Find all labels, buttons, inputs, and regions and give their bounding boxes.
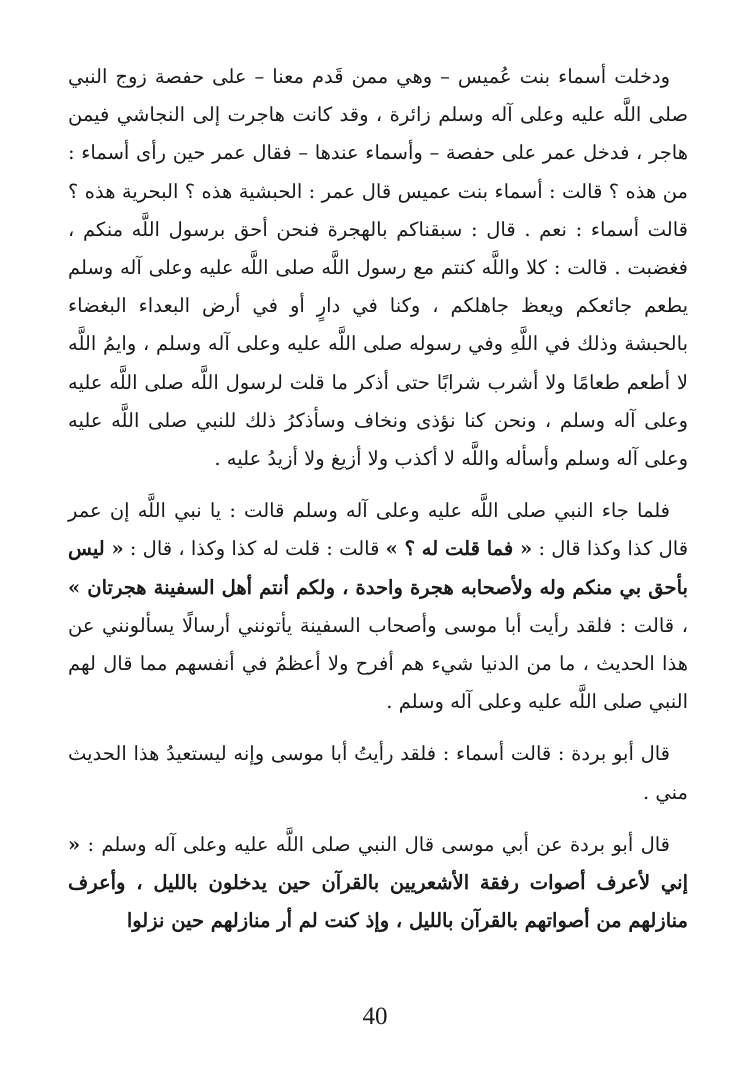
quoted-hadith-text: « إني لأعرف أصوات رفقة الأشعريين بالقرآن حين يدخلون بالليل ، وأعرف منازلهم من أصواتهم بالقرآن بالليل ، وإذ كنت لم أر منازلهم حين نزلوا: [68, 832, 688, 933]
narration-text: قال أبو بردة عن أبي موسى قال النبي صلى اللَّه عليه وعلى آله وسلم :: [80, 832, 670, 856]
narration-text: قال أبو بردة : قالت أسماء : فلقد رأيتُ أبا موسى وإنه ليستعيدُ هذا الحديث مني .: [68, 742, 688, 804]
paragraph: [68, 58, 688, 478]
narration-text: ، قالت : فلقد رأيت أبا موسى وأصحاب السفينة يأتونني أرسالًا يسألونني عن هذا الحديث ، ما من الدنيا شيء هم أفرح ولا أعظمُ في أنفسهم مما قال لهم النبي صلى اللَّه عليه وعلى آله وسلم .: [68, 613, 688, 714]
quoted-hadith-text: « فما قلت له ؟ »: [385, 537, 533, 561]
body-text: [68, 58, 688, 954]
narration-text: فلما جاء النبي صلى اللَّه عليه وعلى آله وسلم قالت : يا نبي اللَّه إن عمر قال كذا وكذا قال :: [68, 499, 689, 561]
narration-text: قالت : قلت له كذا وكذا ، قال :: [123, 537, 386, 561]
quoted-hadith-text: « ليس بأحق بي منكم وله ولأصحابه هجرة واحدة ، ولكم أنتم أهل السفينة هجرتان »: [68, 537, 688, 599]
paragraph: [68, 492, 688, 721]
page-number: 40: [362, 1003, 388, 1030]
paragraph: [68, 826, 688, 941]
paragraph: [68, 735, 688, 811]
narration-text: ودخلت أسماء بنت عُميس – وهي ممن قَدم معنا – على حفصة زوج النبي صلى اللَّه عليه وعلى آله وسلم زائرة ، وقد كانت هاجرت إلى النجاشي فيمن هاجر ، فدخل عمر على حفصة – وأسماء عندها – فقال عمر حين رأى أسماء : من هذه ؟ قالت : أسماء بنت عميس قال عمر : الحبشية هذه ؟ البحرية هذه ؟ قالت أسماء : نعم . قال : سبقناكم بالهجرة فنحن أحق برسول اللَّه منكم ، فغضبت . قالت : كلا واللَّه كنتم مع رسول اللَّه صلى اللَّه عليه وعلى آله وسلم يطعم جائعكم ويعظ جاهلكم ، وكنا في دارٍ أو في أرض البعداء البغضاء بالحبشة وذلك في اللَّهِ وفي رسوله صلى اللَّه عليه وعلى آله وسلم ، وايمُ اللَّه لا أطعم طعامًا ولا أشرب شرابًا حتى أذكر ما قلت لرسول اللَّه صلى اللَّه عليه وعلى آله وسلم ، ونحن كنا نؤذى ونخاف وسأذكرُ ذلك للنبي صلى اللَّه عليه وعلى آله وسلم وأسأله واللَّه لا أكذب ولا أزيغ ولا أزيدُ عليه .: [68, 65, 688, 471]
